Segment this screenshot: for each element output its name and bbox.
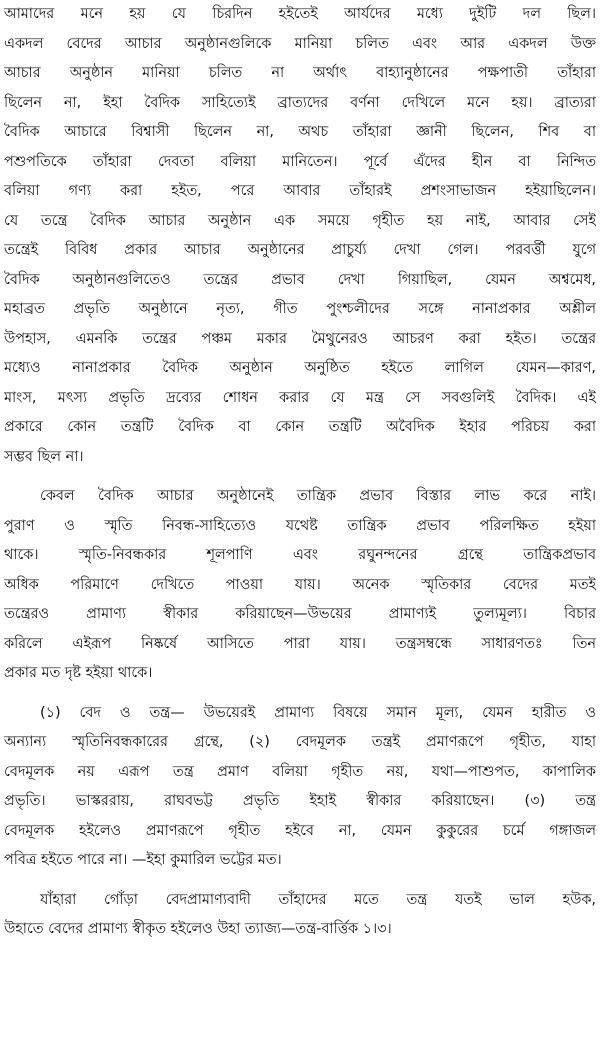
text-line: মহাব্রত প্রভৃতি অনুষ্ঠানে নৃত্য, গীত পুংশ্চলীদের সঙ্গে নানাপ্রকার অশ্লীল: [4, 301, 596, 317]
paragraph: [4, 482, 596, 689]
text-line: উহাতে বেদের প্রামাণ্য স্বীকৃত হইলেও উহা ত্যাজ্য—তন্ত্র-বার্ত্তিক ১।৩।: [4, 921, 392, 937]
text-line: পবিত্র হইতে পারে না। —ইহা কুমারিল ভট্টের মত।: [4, 852, 282, 868]
text-line: যে তন্ত্রে বৈদিক আচার অনুষ্ঠান এক সময়ে গৃহীত হয় নাই, আবার সেই: [4, 212, 596, 229]
text-line: পশুপতিকে তাঁহারা দেবতা বলিয়া মানিতেন। পূর্বে এঁদের হীন বা নিন্দিত: [4, 153, 596, 170]
text-line: (১) বেদ ও তন্ত্র— উভয়েরই প্রামাণ্য বিষয়ে সমান মূল্য, যেমন হারীত ও: [40, 704, 596, 721]
text-line: বেদমূলক হইলেও প্রমাণরূপে গৃহীত হইবে না, যেমন কুকুরের চর্মে গঙ্গাজল: [4, 822, 596, 839]
text-line: অধিক পরিমাণে দেখিতে পাওয়া যায়। অনেক স্মৃতিকার বেদের মতই: [4, 576, 596, 593]
paragraph: [4, 699, 596, 876]
text-line: প্রভৃতি। ভাস্কররায়, রাঘবভট্ট প্রভৃতি ইহাই স্বীকার করিয়াছেন। (৩) তন্ত্র: [4, 793, 596, 809]
text-line: তন্ত্রেই বিবিধ প্রকার আচার অনুষ্ঠানের প্রাচুর্য্য দেখা গেল। পরবর্ত্তী যুগে: [4, 242, 596, 258]
paragraph: [4, 886, 596, 945]
text-line: প্রকারে কোন তন্ত্রটি বৈদিক বা কোন তন্ত্রটি অবৈদিক ইহার পরিচয় করা: [4, 419, 596, 435]
text-line: পুরাণ ও স্মৃতি নিবন্ধ-সাহিত্যেও যথেষ্ট তান্ত্রিক প্রভাব পরিলক্ষিত হইয়া: [4, 517, 596, 534]
text-line: তন্ত্রেরও প্রামাণ্য স্বীকার করিয়াছেন—উভয়ের প্রামাণ্যই তুল্যমূল্য। বিচার: [4, 606, 596, 622]
text-line: বলিয়া গণ্য করা হইত, পরে আবার তাঁহারই প্রশংসাভাজন হইয়াছিলেন।: [4, 183, 596, 199]
text-line: বৈদিক অনুষ্ঠানগুলিতেও তন্ত্রের প্রভাব দেখা গিয়াছিল, যেমন অশ্বমেধ,: [4, 271, 596, 288]
text-line: আমাদের মনে হয় যে চিরদিন হইতেই আর্যদের মধ্যে দুইটি দল ছিল।: [4, 6, 596, 22]
text-line: বৈদিক আচারে বিশ্বাসী ছিলেন না, অথচ তাঁহারা জ্ঞানী ছিলেন, শিব বা: [4, 124, 596, 140]
text-line: অন্যান্য স্মৃতিনিবন্ধকারের গ্রন্থে, (২) বেদমূলক তন্ত্রই প্রমাণরূপে গৃহীত, যাহা: [4, 734, 596, 750]
text-line: যাঁহারা গোঁড়া বেদপ্রামাণ্যবাদী তাঁহাদের মতে তন্ত্র যতই ভাল হউক,: [40, 891, 596, 908]
document-body: [4, 0, 596, 945]
text-line: ছিলেন না, ইহা বৈদিক সাহিত্যেই ব্রাত্যদের বর্ণনা দেখিলে মনে হয়। ব্রাত্যরা: [4, 94, 596, 111]
text-line: কেবল বৈদিক আচার অনুষ্ঠানেই তান্ত্রিক প্রভাব বিস্তার লাভ করে নাই।: [40, 488, 596, 504]
text-line: থাকে। স্মৃতি-নিবন্ধকার শূলপাণি এবং রঘুনন্দনের গ্রন্থে তান্ত্রিকপ্রভাব: [4, 547, 596, 563]
text-line: করিলে এইরূপ নিষ্কর্ষে আসিতে পারা যায়। তন্ত্রসম্বন্ধে সাধারণতঃ তিন: [4, 635, 596, 652]
text-line: বেদমূলক নয় এরূপ তন্ত্র প্রমাণ বলিয়া গৃহীত নয়, যথা—পাশুপত, কাপালিক: [4, 763, 596, 780]
text-line: প্রকার মত দৃষ্ট হইয়া থাকে।: [4, 665, 153, 681]
text-line: মধ্যেও নানাপ্রকার বৈদিক অনুষ্ঠান অনুষ্ঠিত হইতে লাগিল যেমন—কারণ,: [4, 360, 596, 376]
text-line: সম্ভব ছিল না।: [4, 448, 84, 465]
paragraph: [4, 0, 596, 472]
text-line: আচার অনুষ্ঠান মানিয়া চলিত না অর্থাৎ বাহ্যানুষ্ঠানের পক্ষপাতী তাঁহারা: [4, 65, 596, 81]
text-line: মাংস, মৎস্য প্রভৃতি দ্রব্যের শোধন করার যে মন্ত্র সে সবগুলিই বৈদিক। এই: [4, 389, 596, 406]
text-line: একদল বেদের আচার অনুষ্ঠানগুলিকে মানিয়া চলিত এবং আর একদল উক্ত: [4, 35, 596, 52]
text-line: উপহাস, এমনকি তন্ত্রের পঞ্চম মকার মৈথুনেরও আচরণ করা হইত। তন্ত্রের: [4, 330, 596, 347]
